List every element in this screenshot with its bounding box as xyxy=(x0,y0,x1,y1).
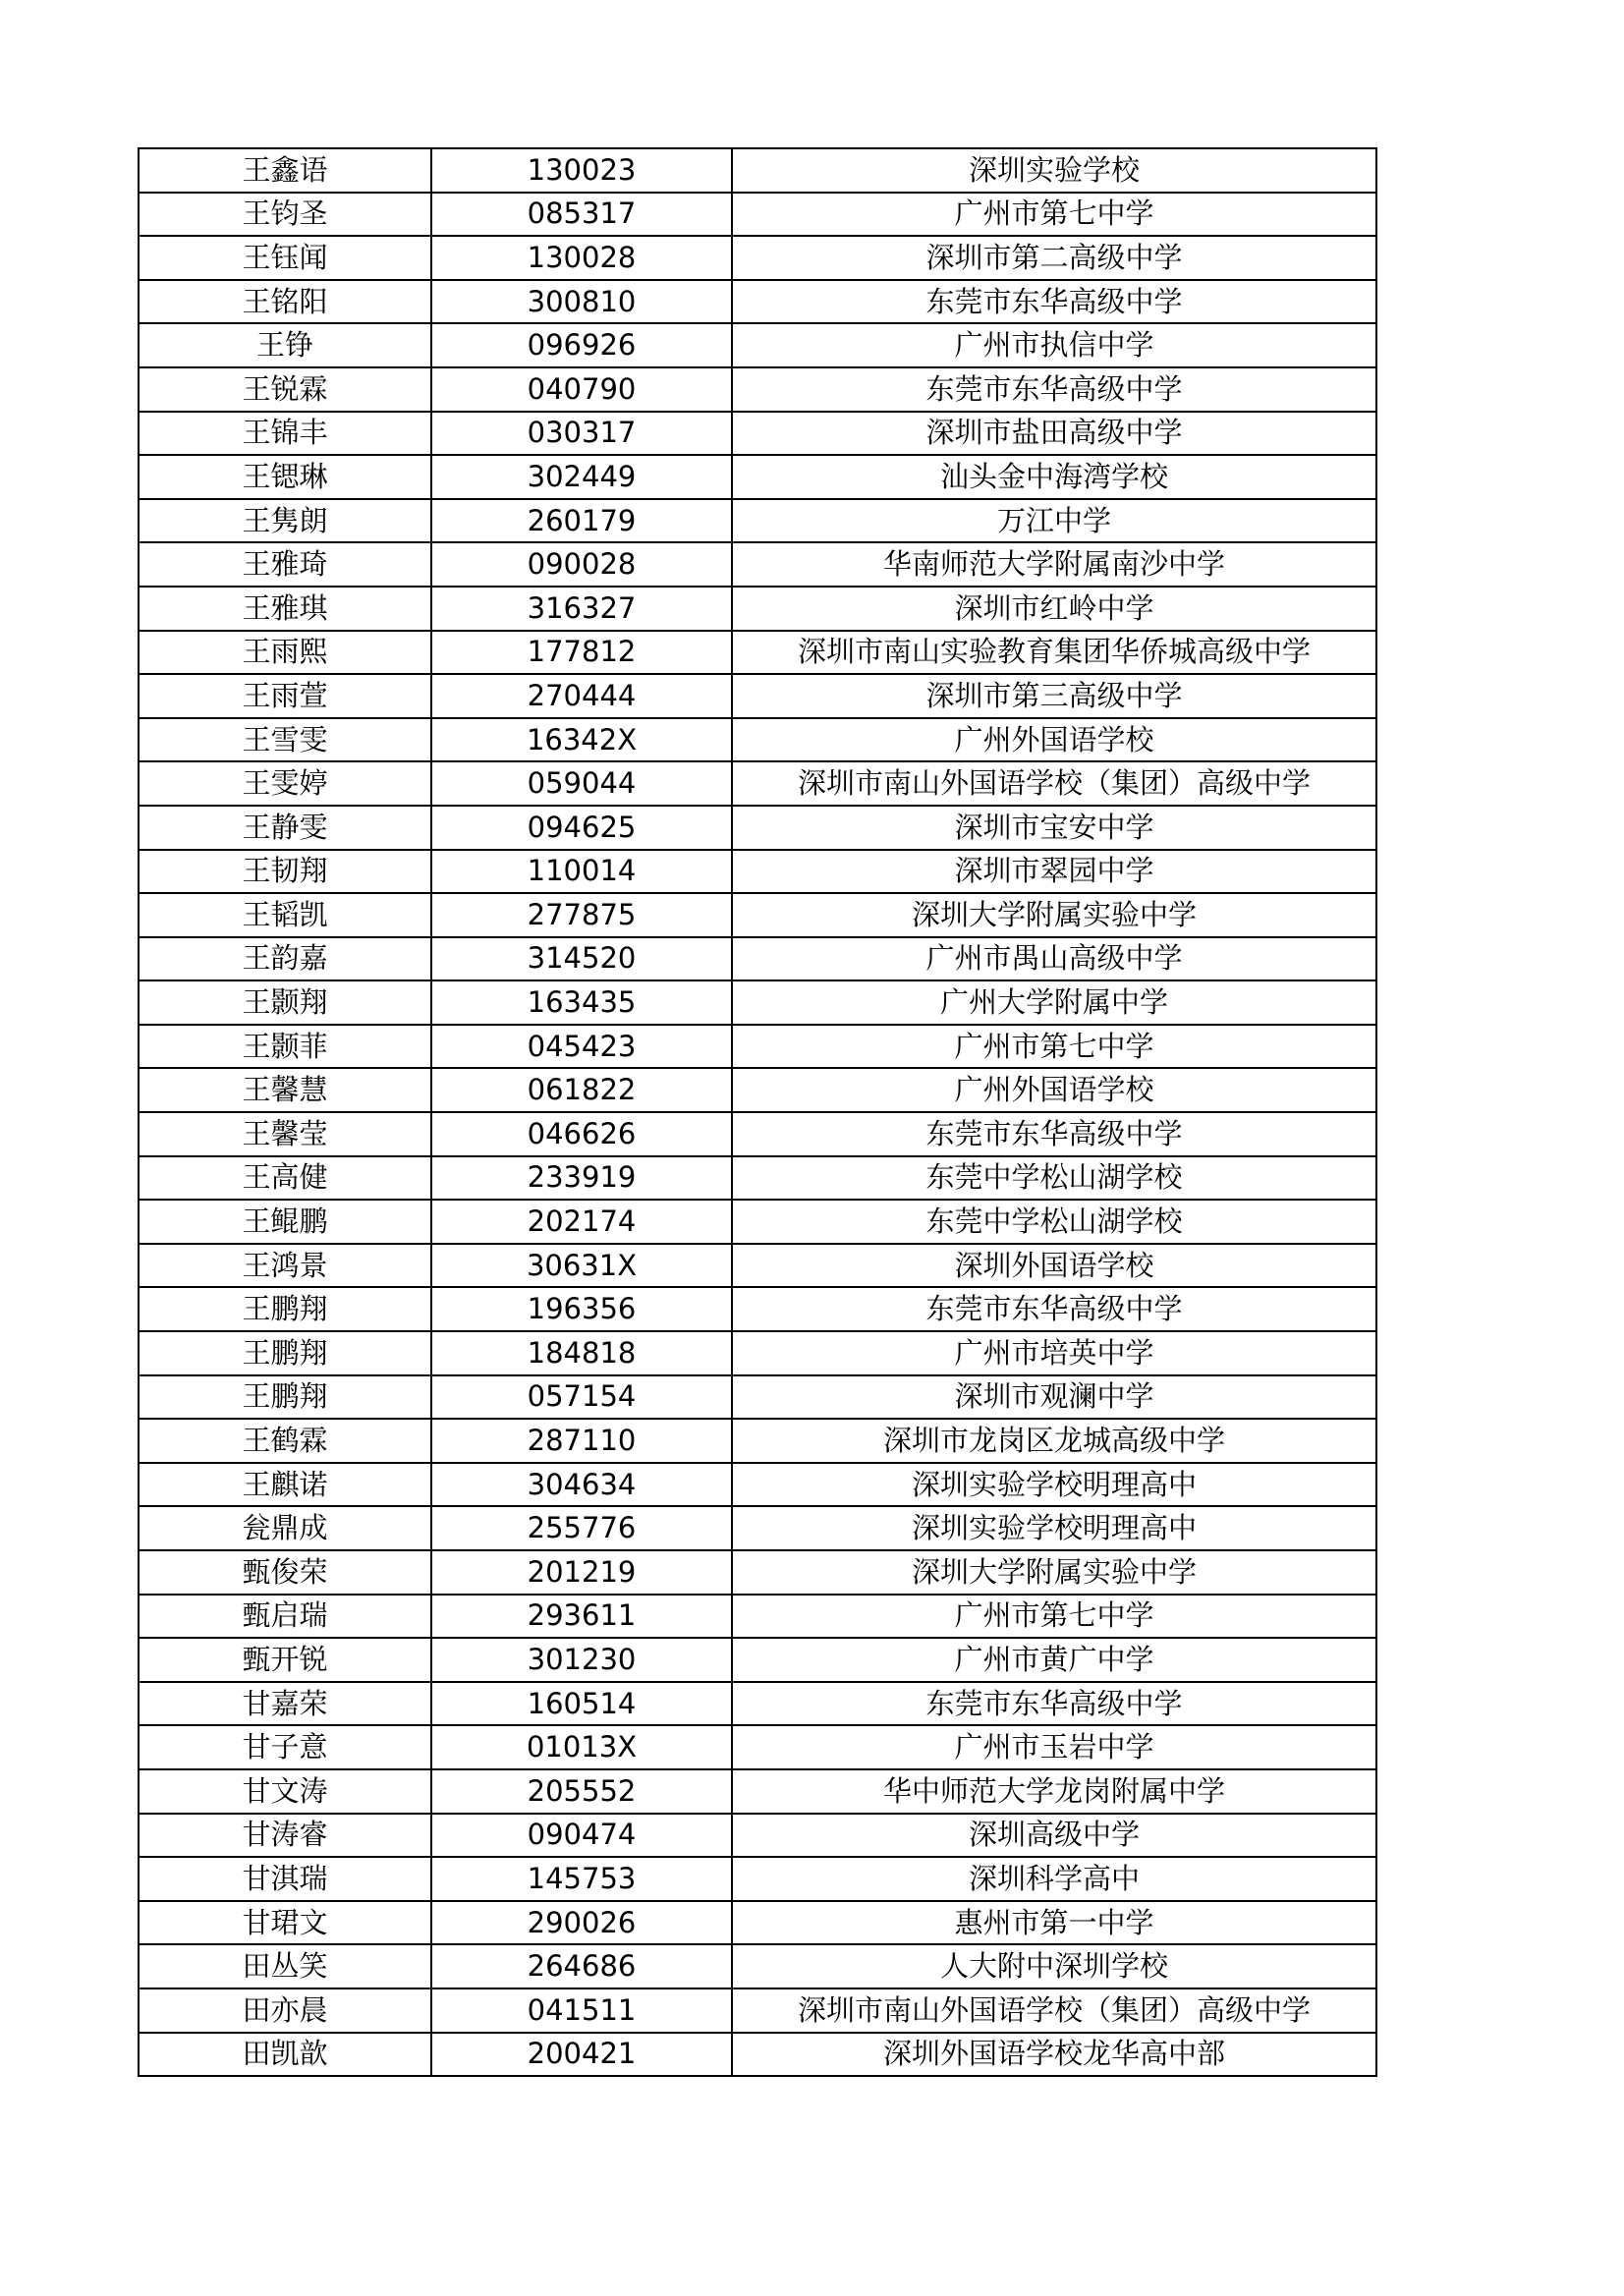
school-name-cell: 广州市第七中学 xyxy=(732,1025,1376,1069)
school-name-cell: 广州市执信中学 xyxy=(732,323,1376,367)
student-name-cell: 王颢翔 xyxy=(139,980,431,1025)
student-id-cell: 302449 xyxy=(431,455,732,499)
table-row xyxy=(139,542,1376,587)
school-name-cell: 东莞中学松山湖学校 xyxy=(732,1200,1376,1244)
school-name-cell: 万江中学 xyxy=(732,499,1376,543)
school-name-cell: 深圳市盐田高级中学 xyxy=(732,412,1376,456)
student-id-cell: 184818 xyxy=(431,1331,732,1375)
student-id-cell: 304634 xyxy=(431,1463,732,1507)
student-id-cell: 096926 xyxy=(431,323,732,367)
table-row xyxy=(139,1814,1376,1858)
table-row xyxy=(139,193,1376,237)
student-id-cell: 202174 xyxy=(431,1200,732,1244)
student-name-cell: 田亦晨 xyxy=(139,1988,431,2033)
student-id-cell: 264686 xyxy=(431,1944,732,1988)
table-row xyxy=(139,1287,1376,1331)
student-name-cell: 王隽朗 xyxy=(139,499,431,543)
table-row xyxy=(139,412,1376,456)
student-name-cell: 甄开锐 xyxy=(139,1638,431,1682)
student-id-cell: 201219 xyxy=(431,1550,732,1595)
table-row xyxy=(139,980,1376,1025)
table-row xyxy=(139,367,1376,412)
student-name-cell: 王高健 xyxy=(139,1156,431,1201)
school-name-cell: 广州市第七中学 xyxy=(732,193,1376,237)
school-name-cell: 深圳市第三高级中学 xyxy=(732,674,1376,718)
table-row xyxy=(139,718,1376,762)
table-row xyxy=(139,674,1376,718)
student-id-cell: 041511 xyxy=(431,1988,732,2033)
student-id-cell: 059044 xyxy=(431,761,732,806)
student-name-cell: 王铮 xyxy=(139,323,431,367)
table-row xyxy=(139,1988,1376,2033)
student-name-cell: 王锶琳 xyxy=(139,455,431,499)
table-row xyxy=(139,148,1376,193)
student-name-cell: 王锦丰 xyxy=(139,412,431,456)
table-row xyxy=(139,631,1376,675)
student-name-cell: 王钧圣 xyxy=(139,193,431,237)
table-row xyxy=(139,323,1376,367)
table-row xyxy=(139,1901,1376,1945)
table-row xyxy=(139,1244,1376,1288)
school-name-cell: 汕头金中海湾学校 xyxy=(732,455,1376,499)
table-row xyxy=(139,1638,1376,1682)
school-name-cell: 广州市培英中学 xyxy=(732,1331,1376,1375)
school-name-cell: 深圳高级中学 xyxy=(732,1814,1376,1858)
student-name-cell: 王雨熙 xyxy=(139,631,431,675)
table-row xyxy=(139,236,1376,280)
student-name-cell: 王静雯 xyxy=(139,806,431,850)
school-name-cell: 惠州市第一中学 xyxy=(732,1901,1376,1945)
student-name-cell: 王鹏翔 xyxy=(139,1331,431,1375)
table-row xyxy=(139,1331,1376,1375)
student-id-cell: 030317 xyxy=(431,412,732,456)
student-id-cell: 040790 xyxy=(431,367,732,412)
student-name-cell: 王鹏翔 xyxy=(139,1375,431,1420)
table-row xyxy=(139,1857,1376,1901)
school-name-cell: 广州外国语学校 xyxy=(732,718,1376,762)
table-row xyxy=(139,1025,1376,1069)
school-name-cell: 深圳市翠园中学 xyxy=(732,850,1376,894)
student-name-cell: 王雪雯 xyxy=(139,718,431,762)
student-name-cell: 王韬凯 xyxy=(139,893,431,937)
table-row xyxy=(139,499,1376,543)
school-name-cell: 东莞市东华高级中学 xyxy=(732,1287,1376,1331)
student-table-body xyxy=(139,148,1376,2076)
student-name-cell: 甄启瑞 xyxy=(139,1595,431,1639)
student-name-cell: 甘涛睿 xyxy=(139,1814,431,1858)
table-row xyxy=(139,806,1376,850)
school-name-cell: 华南师范大学附属南沙中学 xyxy=(732,542,1376,587)
table-row xyxy=(139,1463,1376,1507)
table-row xyxy=(139,761,1376,806)
school-name-cell: 深圳大学附属实验中学 xyxy=(732,893,1376,937)
school-name-cell: 东莞市东华高级中学 xyxy=(732,1682,1376,1726)
table-row xyxy=(139,1769,1376,1814)
school-name-cell: 深圳市第二高级中学 xyxy=(732,236,1376,280)
school-name-cell: 东莞市东华高级中学 xyxy=(732,367,1376,412)
table-row xyxy=(139,1375,1376,1420)
student-id-cell: 046626 xyxy=(431,1112,732,1156)
student-id-cell: 314520 xyxy=(431,937,732,981)
table-row xyxy=(139,280,1376,324)
student-name-cell: 王雨萱 xyxy=(139,674,431,718)
school-name-cell: 广州市第七中学 xyxy=(732,1595,1376,1639)
student-name-cell: 王钰闻 xyxy=(139,236,431,280)
school-name-cell: 东莞市东华高级中学 xyxy=(732,1112,1376,1156)
table-row xyxy=(139,1725,1376,1769)
student-id-cell: 177812 xyxy=(431,631,732,675)
school-name-cell: 深圳市宝安中学 xyxy=(732,806,1376,850)
table-row xyxy=(139,937,1376,981)
student-id-cell: 130028 xyxy=(431,236,732,280)
student-id-cell: 130023 xyxy=(431,148,732,193)
student-id-cell: 090474 xyxy=(431,1814,732,1858)
student-name-cell: 王鲲鹏 xyxy=(139,1200,431,1244)
student-id-cell: 110014 xyxy=(431,850,732,894)
table-row xyxy=(139,455,1376,499)
table-row xyxy=(139,1595,1376,1639)
table-row xyxy=(139,1419,1376,1463)
school-name-cell: 深圳大学附属实验中学 xyxy=(732,1550,1376,1595)
student-name-cell: 王鹤霖 xyxy=(139,1419,431,1463)
student-name-cell: 田丛笑 xyxy=(139,1944,431,1988)
student-name-cell: 甘珺文 xyxy=(139,1901,431,1945)
student-id-cell: 200421 xyxy=(431,2033,732,2077)
table-row xyxy=(139,1682,1376,1726)
student-name-cell: 王锐霖 xyxy=(139,367,431,412)
student-id-cell: 160514 xyxy=(431,1682,732,1726)
school-name-cell: 深圳科学高中 xyxy=(732,1857,1376,1901)
school-name-cell: 深圳市南山外国语学校（集团）高级中学 xyxy=(732,1988,1376,2033)
student-id-cell: 057154 xyxy=(431,1375,732,1420)
student-name-cell: 甄俊荣 xyxy=(139,1550,431,1595)
student-id-cell: 045423 xyxy=(431,1025,732,1069)
student-id-cell: 293611 xyxy=(431,1595,732,1639)
school-name-cell: 广州市黄广中学 xyxy=(732,1638,1376,1682)
school-name-cell: 人大附中深圳学校 xyxy=(732,1944,1376,1988)
school-name-cell: 东莞市东华高级中学 xyxy=(732,280,1376,324)
student-id-cell: 01013X xyxy=(431,1725,732,1769)
student-name-cell: 王鸿景 xyxy=(139,1244,431,1288)
student-name-cell: 王韵嘉 xyxy=(139,937,431,981)
student-id-cell: 287110 xyxy=(431,1419,732,1463)
school-name-cell: 深圳实验学校明理高中 xyxy=(732,1463,1376,1507)
student-id-cell: 085317 xyxy=(431,193,732,237)
table-row xyxy=(139,1200,1376,1244)
student-name-cell: 甘嘉荣 xyxy=(139,1682,431,1726)
student-id-cell: 290026 xyxy=(431,1901,732,1945)
table-row xyxy=(139,850,1376,894)
student-name-cell: 甘文涛 xyxy=(139,1769,431,1814)
student-name-cell: 王雅琪 xyxy=(139,587,431,631)
student-name-cell: 王馨莹 xyxy=(139,1112,431,1156)
student-id-cell: 090028 xyxy=(431,542,732,587)
student-name-cell: 甘子意 xyxy=(139,1725,431,1769)
school-name-cell: 广州大学附属中学 xyxy=(732,980,1376,1025)
student-id-cell: 145753 xyxy=(431,1857,732,1901)
student-id-cell: 205552 xyxy=(431,1769,732,1814)
student-id-cell: 301230 xyxy=(431,1638,732,1682)
school-name-cell: 广州市玉岩中学 xyxy=(732,1725,1376,1769)
table-row xyxy=(139,1506,1376,1550)
student-id-cell: 094625 xyxy=(431,806,732,850)
student-name-cell: 王鑫语 xyxy=(139,148,431,193)
student-name-cell: 王馨慧 xyxy=(139,1068,431,1112)
school-name-cell: 深圳实验学校明理高中 xyxy=(732,1506,1376,1550)
student-name-cell: 瓮鼎成 xyxy=(139,1506,431,1550)
table-row xyxy=(139,1156,1376,1201)
table-row xyxy=(139,1550,1376,1595)
student-id-cell: 061822 xyxy=(431,1068,732,1112)
school-name-cell: 广州市禺山高级中学 xyxy=(732,937,1376,981)
school-name-cell: 华中师范大学龙岗附属中学 xyxy=(732,1769,1376,1814)
school-name-cell: 深圳市红岭中学 xyxy=(732,587,1376,631)
student-id-cell: 163435 xyxy=(431,980,732,1025)
student-name-cell: 王雯婷 xyxy=(139,761,431,806)
student-name-cell: 王韧翔 xyxy=(139,850,431,894)
student-name-cell: 王铭阳 xyxy=(139,280,431,324)
student-table xyxy=(138,147,1377,2077)
school-name-cell: 深圳市龙岗区龙城高级中学 xyxy=(732,1419,1376,1463)
student-id-cell: 16342X xyxy=(431,718,732,762)
student-id-cell: 30631X xyxy=(431,1244,732,1288)
school-name-cell: 深圳外国语学校 xyxy=(732,1244,1376,1288)
school-name-cell: 深圳市南山实验教育集团华侨城高级中学 xyxy=(732,631,1376,675)
table-row xyxy=(139,1112,1376,1156)
student-id-cell: 233919 xyxy=(431,1156,732,1201)
school-name-cell: 深圳市观澜中学 xyxy=(732,1375,1376,1420)
student-name-cell: 王鹏翔 xyxy=(139,1287,431,1331)
table-row xyxy=(139,587,1376,631)
student-name-cell: 王雅琦 xyxy=(139,542,431,587)
student-id-cell: 260179 xyxy=(431,499,732,543)
student-name-cell: 甘淇瑞 xyxy=(139,1857,431,1901)
table-row xyxy=(139,893,1376,937)
student-name-cell: 王麒诺 xyxy=(139,1463,431,1507)
school-name-cell: 深圳市南山外国语学校（集团）高级中学 xyxy=(732,761,1376,806)
school-name-cell: 深圳实验学校 xyxy=(732,148,1376,193)
table-row xyxy=(139,1944,1376,1988)
table-row xyxy=(139,1068,1376,1112)
school-name-cell: 东莞中学松山湖学校 xyxy=(732,1156,1376,1201)
school-name-cell: 广州外国语学校 xyxy=(732,1068,1376,1112)
student-name-cell: 田凯歆 xyxy=(139,2033,431,2077)
student-id-cell: 277875 xyxy=(431,893,732,937)
school-name-cell: 深圳外国语学校龙华高中部 xyxy=(732,2033,1376,2077)
student-id-cell: 316327 xyxy=(431,587,732,631)
student-id-cell: 300810 xyxy=(431,280,732,324)
table-row xyxy=(139,2033,1376,2077)
student-id-cell: 270444 xyxy=(431,674,732,718)
student-name-cell: 王颢菲 xyxy=(139,1025,431,1069)
student-id-cell: 255776 xyxy=(431,1506,732,1550)
student-id-cell: 196356 xyxy=(431,1287,732,1331)
